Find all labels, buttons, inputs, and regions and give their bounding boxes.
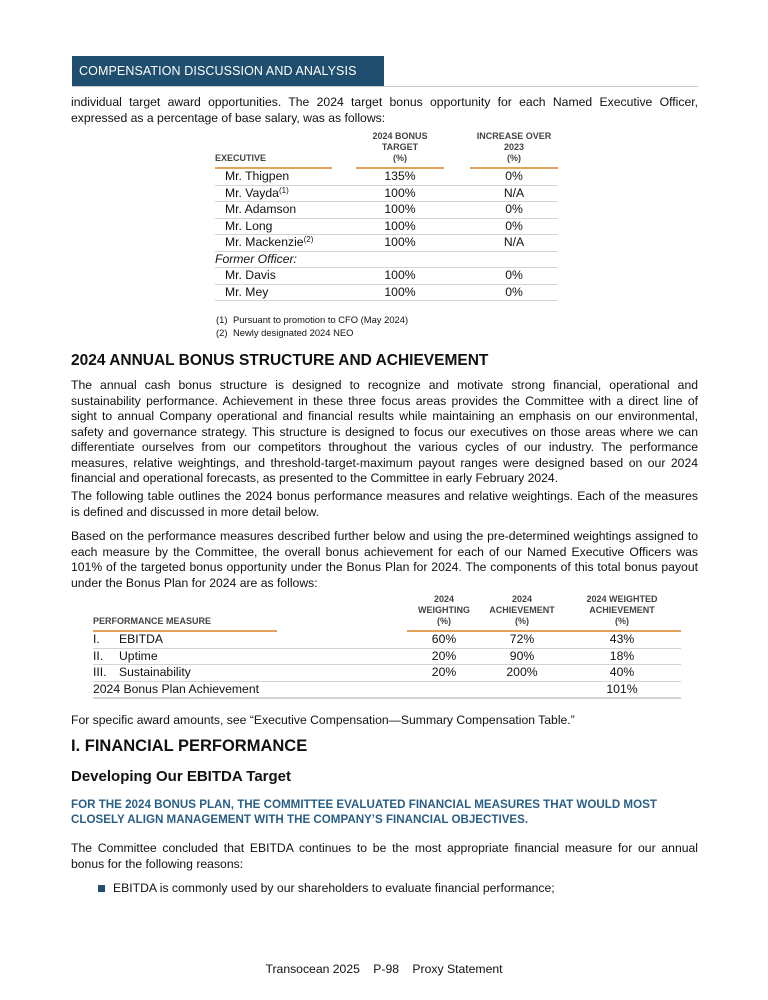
former-officer-row: Former Officer: [215,251,558,268]
col-header-executive: EXECUTIVE [215,131,332,168]
col-header-measure: PERFORMANCE MEASURE [93,594,277,631]
table-row: Mr. Adamson 100% 0% [215,202,558,219]
page-footer [0,962,768,976]
intro-paragraph: individual target award opportunities. The 2024 target bonus opportunity for each Named Executive Officer, expressed as a percentage of base salary, was as follows: [71,95,698,125]
table-footnotes [216,314,408,339]
table-row: Mr. Mackenzie$^{(2)}$ 100% N/A [215,235,558,252]
section-divider [72,86,698,87]
col-header-bonus-target: 2024 BONUS TARGET (%) [356,131,444,168]
footnote-ref: (1) [278,185,289,195]
col-header-achievement: 2024 ACHIEVEMENT (%) [481,594,563,631]
footnote: (2) Newly designated 2024 NEO [216,326,354,338]
table-row: II. Uptime 20% 90% 18% [93,648,681,665]
bullet-item: EBITDA is commonly used by our shareholders to evaluate financial performance; [98,881,555,895]
achievement-paragraph: Based on the performance measures described further below and using the pre-determined weightings assigned to each measure by the Committee, the overall bonus achievement for each of our Named Executive Officers was 101% of the targeted bonus opportunity under the Bonus Plan for 2024. The components of this total bonus payout under the Bonus Plan for 2024 are as follows: [71,529,698,590]
table-row: Mr. Long 100% 0% [215,218,558,235]
section-header-tab [72,56,384,86]
performance-measure-table [93,594,681,699]
award-note: For specific award amounts, see “Executive Compensation—Summary Compensation Table.” [71,713,575,727]
footer-doc: Proxy Statement [412,962,503,976]
total-row: 2024 Bonus Plan Achievement 101% [93,681,681,698]
bullet-square-icon [98,885,105,892]
ebitda-target-heading: Developing Our EBITDA Target [71,768,292,785]
table-row: Mr. Davis 100% 0% [215,268,558,285]
footnote: (1) Pursuant to promotion to CFO (May 2024) [216,314,409,325]
table-row: I. EBITDA 60% 72% 43% [93,631,681,648]
page-number: P-98 [373,962,400,976]
table-row: III. Sustainability 20% 200% 40% [93,665,681,682]
callout-text: FOR THE 2024 BONUS PLAN, THE COMMITTEE EVALUATED FINANCIAL MEASURES THAT WOULD MOST CLOSELY ALIGN MANAGEMENT WITH THE COMPANY’S FINANCIAL OBJECTIVES. [71,798,657,826]
col-header-weighted-achievement: 2024 WEIGHTED ACHIEVEMENT (%) [563,594,681,631]
table-row: Mr. Vayda$^{(1)}$ 100% N/A [215,185,558,202]
footer-company: Transocean 2025 [265,962,360,976]
col-header-increase: INCREASE OVER 2023 (%) [470,131,558,168]
bonus-structure-paragraph: The annual cash bonus structure is designed to recognize and motivate strong financial, operational and sustainability performance. Achievement in these three focus areas provides the Committee with a direct line of sight to annual Company operational and financial results while maintaining an emphasis on our environmental, safety and governance strategy. This structure is designed to focus our executives on those areas where we can differentiate ourselves from our competitors throughout the various cycles of our industry. The performance measures, relative weightings, and threshold-target-maximum payout ranges were designed based on our 2024 financial and operational forecasts, as presented to the Committee in early February 2024. [71,378,698,485]
measures-paragraph: The following table outlines the 2024 bonus performance measures and relative weightings. Each of the measures is defined and discussed in more detail below. [71,489,698,519]
financial-performance-heading: I. FINANCIAL PERFORMANCE [71,737,308,755]
executive-bonus-table [215,131,558,301]
footnote-ref: (2) [303,235,314,244]
ebitda-paragraph: The Committee concluded that EBITDA continues to be the most appropriate financial measure for our annual bonus for the following reasons: [71,841,698,871]
table-row: Mr. Mey 100% 0% [215,284,558,301]
table-row: Mr. Thigpen 135% 0% [215,168,558,185]
section-title: COMPENSATION DISCUSSION AND ANALYSIS [79,64,357,78]
col-header-weighting: 2024 WEIGHTING (%) [407,594,481,631]
bonus-structure-heading: 2024 ANNUAL BONUS STRUCTURE AND ACHIEVEMENT [71,352,489,369]
